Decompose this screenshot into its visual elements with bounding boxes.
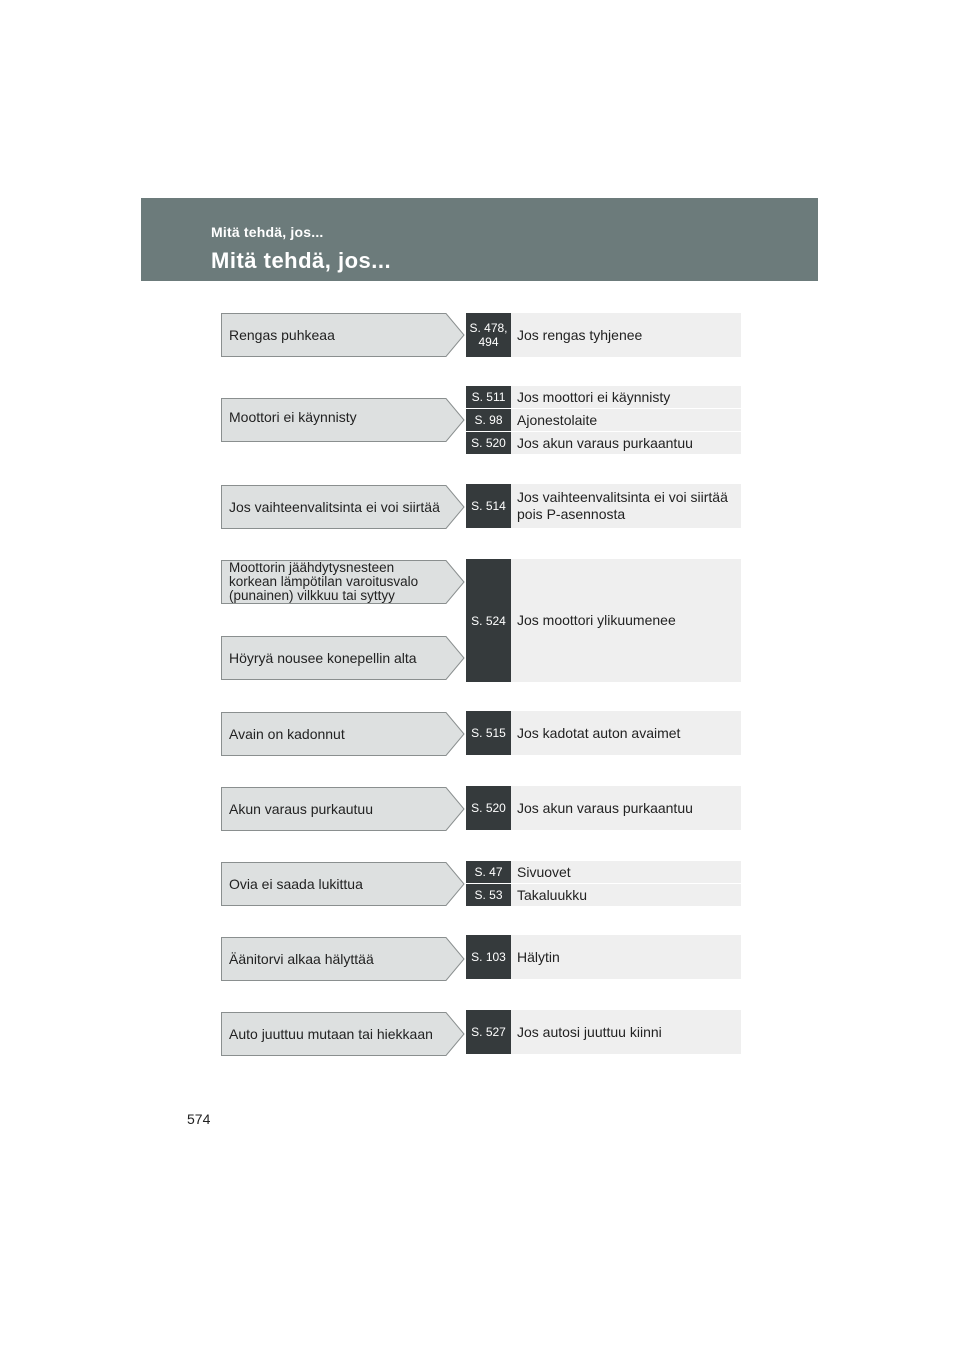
symptom-box-stuck	[221, 1012, 465, 1056]
topic-link[interactable]: Jos akun varaus purkaantuu	[511, 786, 741, 830]
page-ref[interactable]: S. 47	[466, 861, 511, 883]
topic-link[interactable]: Sivuovet	[511, 861, 741, 883]
symptom-box-horn	[221, 937, 465, 981]
topic-link[interactable]: Jos akun varaus purkaantuu	[511, 432, 741, 454]
topic-link[interactable]: Jos moottori ei käynnisty	[511, 386, 741, 408]
page-ref[interactable]: S. 527	[466, 1010, 511, 1054]
topic-link[interactable]: Jos kadotat auton avaimet	[511, 711, 741, 755]
breadcrumb: Mitä tehdä, jos...	[211, 224, 324, 240]
page-ref[interactable]: S. 520	[466, 786, 511, 830]
symptom-label: Jos vaihteenvalitsinta ei voi siirtää	[229, 498, 440, 515]
topic-link[interactable]: Jos moottori ylikuumenee	[511, 559, 741, 682]
symptom-label: Moottorin jäähdytysnesteen korkean lämpötilan varoitusvalo (punainen) vilkkuu tai syttyy	[229, 560, 419, 603]
page-ref[interactable]: S. 511	[466, 386, 511, 408]
page-ref[interactable]: S. 478, 494	[466, 313, 511, 357]
symptom-box-doors-lock	[221, 862, 465, 906]
page-ref[interactable]: S. 524	[466, 559, 511, 682]
symptom-label: Moottori ei käynnisty	[229, 408, 357, 425]
page-ref[interactable]: S. 514	[466, 484, 511, 528]
topic-link[interactable]: Jos rengas tyhjenee	[511, 313, 741, 357]
page-ref[interactable]: S. 103	[466, 935, 511, 979]
page-title: Mitä tehdä, jos...	[211, 248, 392, 273]
topic-link[interactable]: Takaluukku	[511, 884, 741, 906]
symptom-box-steam-hood	[221, 636, 465, 680]
symptom-label: Avain on kadonnut	[229, 725, 345, 742]
symptom-label: Höyryä nousee konepellin alta	[229, 649, 417, 666]
topic-link[interactable]: Hälytin	[511, 935, 741, 979]
topic-link[interactable]: Jos autosi juuttuu kiinni	[511, 1010, 741, 1054]
symptom-box-coolant-warning	[221, 560, 465, 604]
symptom-label: Akun varaus purkautuu	[229, 800, 373, 817]
page-ref[interactable]: S. 515	[466, 711, 511, 755]
symptom-box-engine-no-start	[221, 398, 465, 442]
symptom-box-key-lost	[221, 712, 465, 756]
topic-link[interactable]: Ajonestolaite	[511, 409, 741, 431]
page-ref[interactable]: S. 520	[466, 432, 511, 454]
symptom-box-flat-tire	[221, 313, 465, 357]
page-ref[interactable]: S. 98	[466, 409, 511, 431]
page-ref[interactable]: S. 53	[466, 884, 511, 906]
symptom-label: Rengas puhkeaa	[229, 326, 335, 343]
symptom-box-battery	[221, 787, 465, 831]
topic-link[interactable]: Jos vaihteenvalitsinta ei voi siirtää pois P-asennosta	[511, 484, 741, 528]
symptom-box-shifter-stuck	[221, 485, 465, 529]
symptom-label: Ovia ei saada lukittua	[229, 875, 363, 892]
section-header	[141, 198, 818, 281]
page-number: 574	[187, 1111, 211, 1127]
symptom-label: Äänitorvi alkaa hälyttää	[229, 950, 374, 967]
symptom-label: Auto juuttuu mutaan tai hiekkaan	[229, 1025, 433, 1042]
